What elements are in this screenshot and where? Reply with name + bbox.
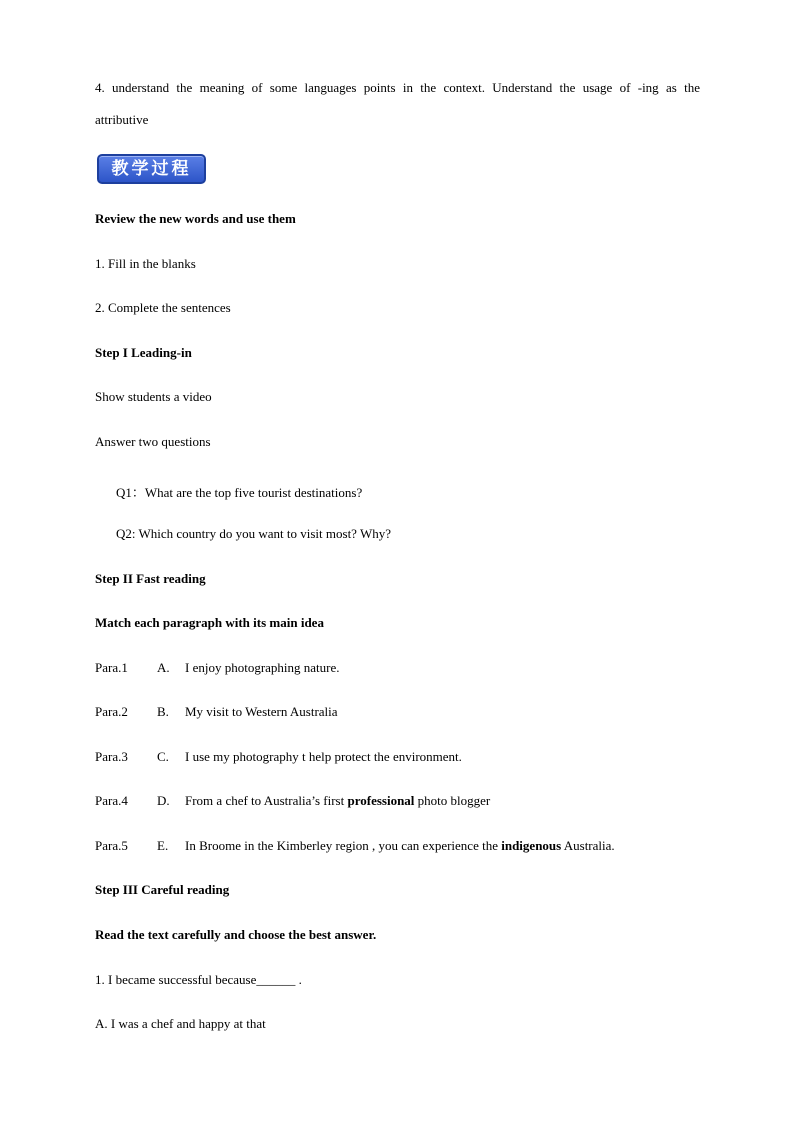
idea-text: I use my photography t help protect the environment. — [185, 749, 462, 764]
para-label: Para.3 — [95, 749, 128, 764]
idea-text: I enjoy photographing nature. — [185, 660, 340, 675]
objective-line-1: 4. understand the meaning of some languages points in the context. Understand the usage of -ing as the — [95, 80, 700, 95]
review-item-2: 2. Complete the sentences — [95, 300, 231, 315]
step1-line-2: Answer two questions — [95, 434, 211, 449]
step1-line-1: Show students a video — [95, 389, 212, 404]
idea-text: In Broome in the Kimberley region , you can experience the indigenous Australia. — [185, 838, 615, 853]
step3-heading: Step III Careful reading — [95, 882, 230, 897]
review-heading: Review the new words and use them — [95, 211, 296, 226]
careful-question-1: 1. I became successful because______ . — [95, 972, 302, 987]
step1-heading: Step I Leading-in — [95, 345, 192, 360]
para-label: Para.1 — [95, 660, 128, 675]
step2-heading: Step II Fast reading — [95, 571, 206, 586]
step2-task: Match each paragraph with its main idea — [95, 615, 324, 630]
idea-text: My visit to Western Australia — [185, 704, 338, 719]
question-2: Q2: Which country do you want to visit most? Why? — [116, 526, 392, 541]
question-1: Q1：What are the top five tourist destinations? — [116, 485, 363, 500]
teaching-process-badge: 教学过程 — [97, 154, 206, 184]
idea-letter: D. — [157, 793, 170, 808]
para-label: Para.4 — [95, 793, 128, 808]
idea-letter: B. — [157, 704, 169, 719]
idea-letter: A. — [157, 660, 170, 675]
careful-option-a: A. I was a chef and happy at that — [95, 1016, 266, 1031]
para-label: Para.2 — [95, 704, 128, 719]
review-item-1: 1. Fill in the blanks — [95, 256, 196, 271]
step3-task: Read the text carefully and choose the best answer. — [95, 927, 377, 942]
para-label: Para.5 — [95, 838, 128, 853]
idea-letter: E. — [157, 838, 169, 853]
objective-line-2: attributive — [95, 112, 149, 127]
idea-letter: C. — [157, 749, 169, 764]
idea-text: From a chef to Australia’s first professional photo blogger — [185, 793, 491, 808]
